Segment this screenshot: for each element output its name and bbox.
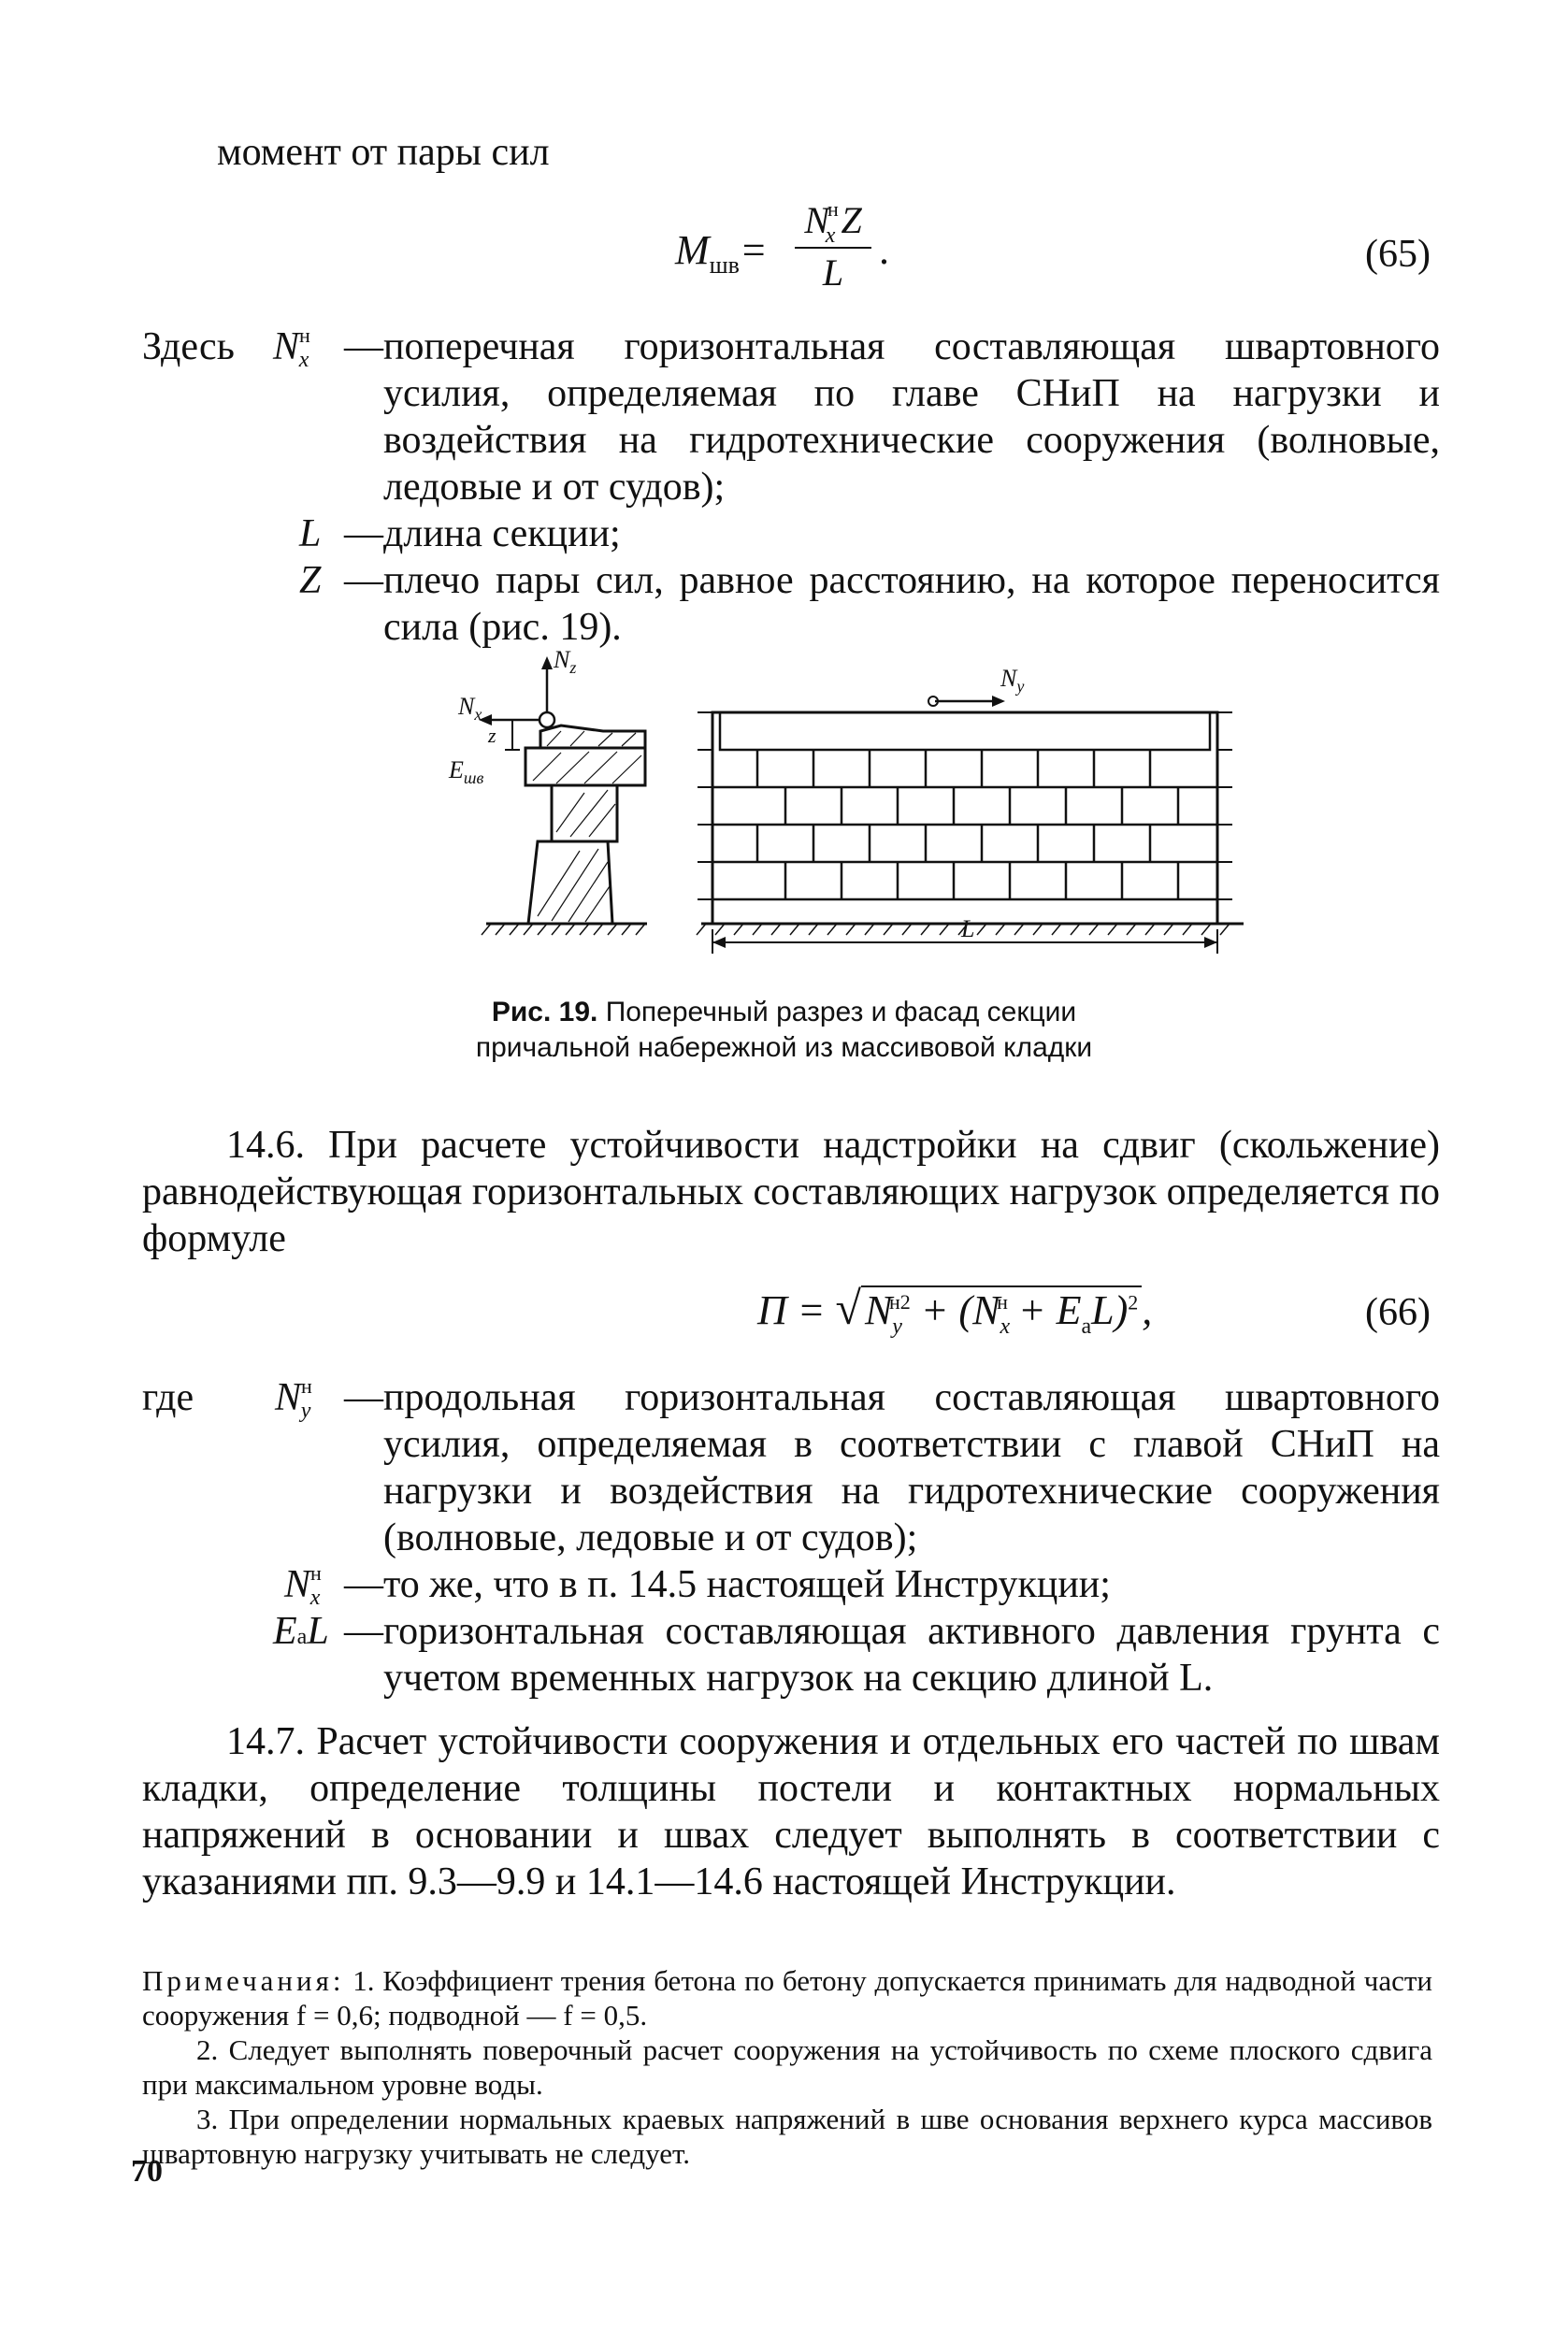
definition-text: продольная горизонтальная составляющая швартовного усилия, определяемая в соответствии с главой СНиП на нагрузки и воздействия на гидротехнические сооружения (волновые, ледовые и от судов); (383, 1376, 1440, 1559)
note-3: 3. При определении нормальных краевых напряжений в шве основания верхнего курса массивов швартовную нагрузку учитывать не следует. (142, 2103, 1432, 2170)
label-l: L (961, 915, 975, 942)
formula-65: $M_{шв}=$ $N^н_x$ Z L . (675, 197, 889, 294)
label-nz: $N_z$ (554, 646, 577, 677)
label-z: z (488, 724, 496, 747)
caption-line-1: Поперечный разрез и фасад секции (605, 997, 1077, 1027)
definition-text: длина секции; (383, 512, 621, 555)
definition-row: Z — плечо пары сил, равное расстоянию, на которое переносится сила (рис. 19). (299, 559, 1440, 649)
definition-text: плечо пары сил, равное расстоянию, на которое переносится сила (рис. 19). (383, 559, 1440, 649)
where-word: где (142, 1376, 194, 1419)
definition-row: EaL — горизонтальная составляющая активного давления грунта с учетом временных нагрузок на секцию длиной L. (273, 1610, 1440, 1700)
definition-row: где $N^нy$ — продольная горизонтальная составляющая швартовного усилия, определяемая в соответствии с главой СНиП на нагрузки и воздействия на гидротехнические сооружения (волновые, ледовые и от судов); (142, 1374, 1440, 1559)
label-ny: $N_y$ (1000, 665, 1025, 696)
here-word: Здесь (142, 325, 235, 368)
formula-66: $П = √N_y^{н2} + (N_x^н + E_aL)^2$, (757, 1282, 1153, 1339)
caption-number: Рис. 19. (491, 997, 598, 1027)
definition-text: горизонтальная составляющая активного давления грунта с учетом временных нагрузок на секцию длиной L. (383, 1610, 1440, 1700)
definition-row: Здесь $N^нx$ — поперечная горизонтальная составляющая швартовного усилия, определяемая по главе СНиП на нагрузки и воздействия на гидротехнические сооружения (волновые, ледовые и от судов); (142, 323, 1440, 509)
definition-row: $N^нx$ — то же, что в п. 14.5 настоящей Инструкции; (142, 1561, 1440, 1608)
note-1: 1. Коэффициент трения бетона по бетону допускается принимать для надводной части сооружения f = 0,6; подводной — f = 0,5. (142, 1964, 1433, 2032)
figure-19-drawing (421, 645, 1262, 982)
equation-number-65: (65) (1365, 233, 1431, 276)
label-nx: $N_x$ (458, 693, 482, 724)
definition-text: поперечная горизонтальная составляющая швартовного усилия, определяемая по главе СНиП на нагрузки и воздействия на гидротехнические сооружения (волновые, ледовые и от судов); (383, 325, 1440, 509)
figure-caption (0, 995, 1568, 1066)
intro-line: момент от пары сил (217, 131, 550, 174)
label-e: $E_{шв}$ (449, 756, 484, 787)
caption-line-2: причальной набережной из массивовой кладки (475, 1032, 1093, 1063)
page-number: 70 (131, 2154, 163, 2189)
definition-text: то же, что в п. 14.5 настоящей Инструкции; (383, 1563, 1111, 1606)
paragraph-14-6: 14.6. При расчете устойчивости надстройки на сдвиг (скольжение) равнодействующая горизонтальных составляющих нагрузок определяется по формуле (142, 1124, 1440, 1260)
notes (142, 1963, 1432, 2171)
paragraph-14-7: 14.7. Расчет устойчивости сооружения и отдельных его частей по швам кладки, определение толщины постели и контактных нормальных напряжений в основании и швах следует выполнять в соответствии с указаниями пп. 9.3—9.9 и 14.1—14.6 настоящей Инструкции. (142, 1720, 1440, 1903)
notes-heading: Примечания: (142, 1964, 345, 1997)
definitions-65 (142, 323, 1440, 651)
definition-row: L — длина секции; (142, 510, 1440, 557)
note-2: 2. Следует выполнять поверочный расчет сооружения на устойчивость по схеме плоского сдвига при максимальном уровне воды. (142, 2033, 1432, 2101)
definitions-66 (142, 1374, 1440, 1748)
equation-number-66: (66) (1365, 1291, 1431, 1334)
